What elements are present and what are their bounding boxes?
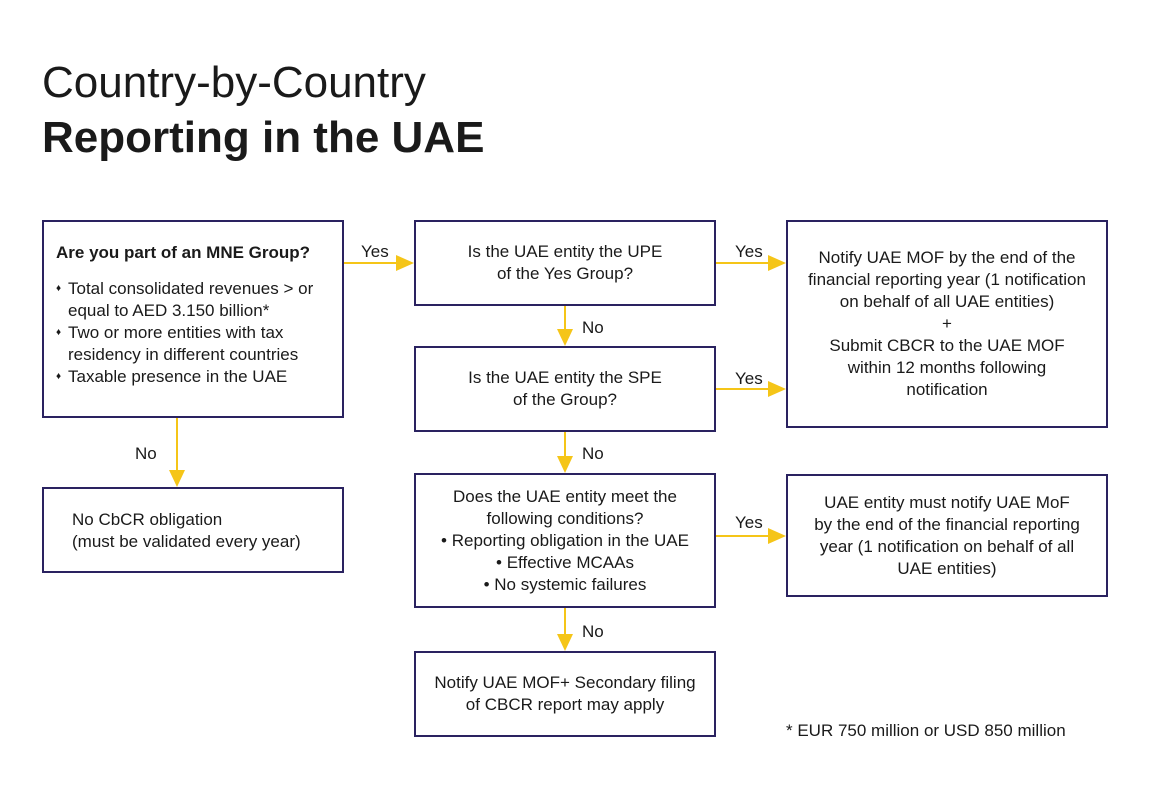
upe-line-1: Is the UAE entity the UPE [467,242,663,261]
secondary-line-2: of CBCR report may apply [465,695,665,714]
footnote: * EUR 750 million or USD 850 million [786,721,1066,740]
secondary-line-1: Notify UAE MOF+ Secondary filing [434,673,696,692]
mne-question: Are you part of an MNE Group? [56,243,311,262]
label-no-cond: No [582,622,604,641]
notify-only-line-3: year (1 notification on behalf of all [819,536,1075,556]
notify-only-line-4: UAE entities) [897,558,997,578]
conditions-item: • Effective MCAAs [496,552,634,572]
no-cbcr-line-2: (must be validated every year) [72,532,301,551]
arrow-upe-to-spe [557,306,573,346]
page-title-line-1: Country-by-Country [42,58,426,107]
notify-submit-line-7: notification [906,380,988,399]
notify-only-line-2: by the end of the financial reporting [814,514,1080,534]
notify-submit-line-1: Notify UAE MOF by the end of the [818,248,1076,267]
spe-line-2: of the Group? [513,390,617,409]
arrow-spe-to-conditions [557,432,573,473]
notify-only-line-1: UAE entity must notify UAE MoF [824,492,1070,512]
no-cbcr-box [42,487,344,573]
mne-group-question-box [42,220,344,418]
upe-question-box [414,220,716,306]
notify-submit-line-6: within 12 months following [847,358,1047,377]
label-yes-cond: Yes [735,513,763,532]
conditions-question-box [414,473,716,608]
conditions-line-1: Does the UAE entity meet the [453,486,677,506]
notify-submit-line-3: on behalf of all UAE entities) [839,292,1055,311]
label-yes-spe: Yes [735,369,763,388]
notify-submit-plus: + [942,314,952,333]
spe-line-1: Is the UAE entity the SPE [468,368,662,387]
mne-criteria-list [56,278,332,388]
notify-only-box [786,474,1108,597]
mne-criterion: ♦ Taxable presence in the UAE [56,366,332,388]
notify-and-submit-box [786,220,1108,428]
mne-criterion: ♦ Total consolidated revenues > or equal to AED 3.150 billion* [56,278,332,322]
page-title-line-2: Reporting in the UAE [42,113,485,162]
label-no-spe: No [582,444,604,463]
conditions-line-2: following conditions? [486,508,644,528]
no-cbcr-line-1: No CbCR obligation [72,510,223,529]
label-yes-upe: Yes [735,242,763,261]
arrow-conditions-to-secondary [557,608,573,651]
label-yes-mne: Yes [361,242,389,261]
label-no-mne: No [135,444,157,463]
arrow-mne-to-no-cbcr [169,418,185,487]
conditions-item: • Reporting obligation in the UAE [441,530,689,550]
label-no-upe: No [582,318,604,337]
upe-line-2: of the Yes Group? [496,264,634,283]
mne-criterion: ♦ Two or more entities with tax residency in different countries [56,322,332,366]
notify-submit-line-5: Submit CBCR to the UAE MOF [829,336,1065,355]
notify-submit-line-2: financial reporting year (1 notification [808,270,1086,289]
secondary-filing-box [414,651,716,737]
spe-question-box [414,346,716,432]
conditions-item: • No systemic failures [483,574,647,594]
